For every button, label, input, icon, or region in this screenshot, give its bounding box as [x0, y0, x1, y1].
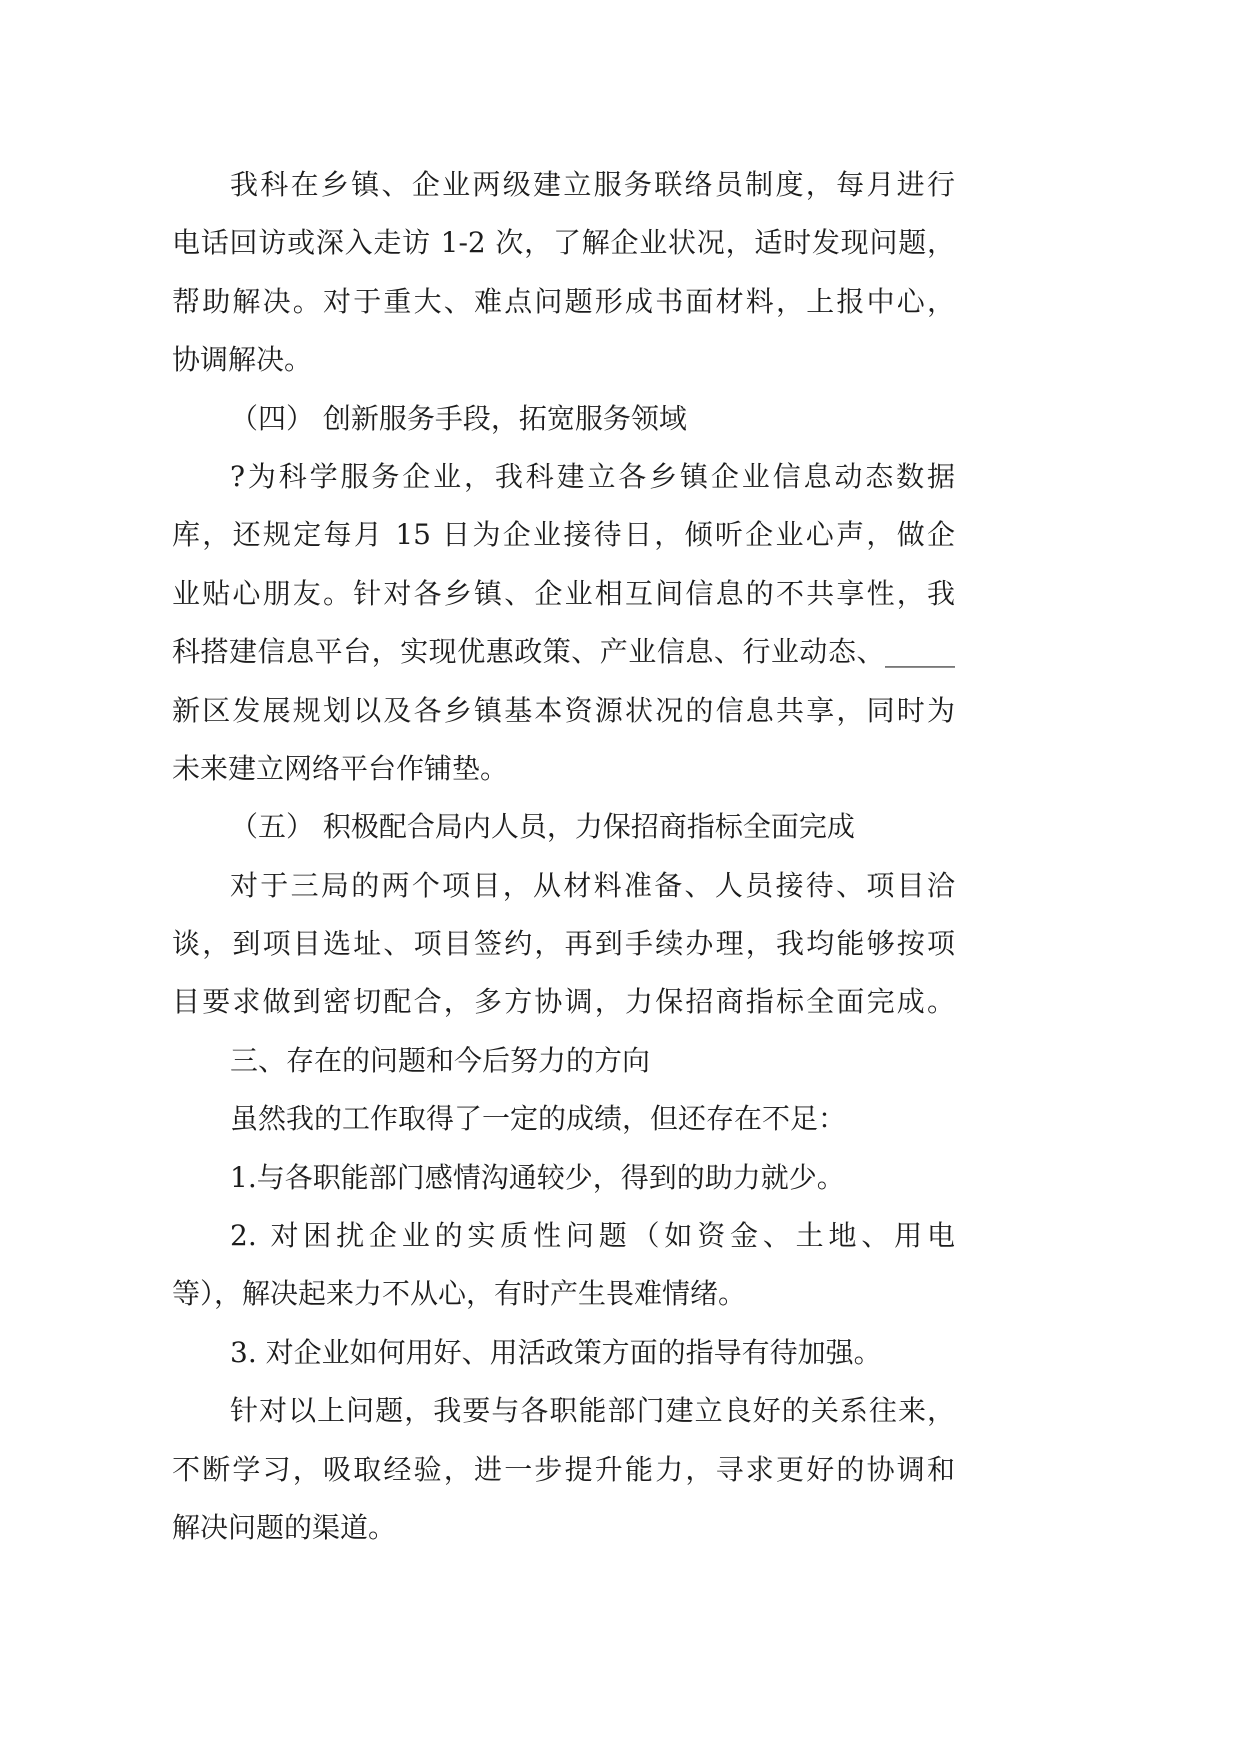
heading-line: 三、存在的问题和今后努力的方向: [230, 1043, 651, 1077]
heading-line: （四） 创新服务手段，拓宽服务领域: [230, 401, 687, 435]
paragraph: [172, 448, 955, 798]
text-line: 新区发展规划以及各乡镇基本资源状况的信息共享，同时为: [172, 693, 955, 727]
paragraph: [172, 156, 955, 390]
text-line: ?为科学服务企业，我科建立各乡镇企业信息动态数据: [230, 459, 955, 493]
paragraph: [172, 1382, 955, 1557]
section-heading: [172, 1032, 955, 1090]
text-line: 1.与各职能部门感情沟通较少，得到的助力就少。: [230, 1160, 845, 1194]
list-item: [172, 1324, 955, 1382]
text-line: 帮助解决。对于重大、难点问题形成书面材料，上报中心，: [172, 284, 955, 318]
text-line: 对于三局的两个项目，从材料准备、人员接待、项目洽: [230, 868, 955, 902]
list-item: [172, 1149, 955, 1207]
text-line: 针对以上问题，我要与各职能部门建立良好的关系往来，: [230, 1394, 955, 1428]
section-heading: [172, 798, 955, 856]
text-line: 等），解决起来力不从心，有时产生畏难情绪。: [172, 1277, 747, 1311]
text-line: 虽然我的工作取得了一定的成绩，但还存在不足：: [230, 1102, 847, 1136]
list-item: [172, 1207, 955, 1324]
text-line: 3. 对企业如何用好、用活政策方面的指导有待加强。: [230, 1335, 882, 1369]
text-line: 不断学习，吸取经验，进一步提升能力，寻求更好的协调和: [172, 1452, 955, 1486]
text-line: 库，还规定每月 15 日为企业接待日，倾听企业心声，做企: [172, 518, 955, 552]
text-line: 2. 对困扰企业的实质性问题（如资金、土地、用电: [230, 1219, 955, 1253]
document-body: [172, 156, 955, 1557]
text-line: 业贴心朋友。针对各乡镇、企业相互间信息的不共享性，我: [172, 576, 955, 610]
paragraph: [172, 1090, 955, 1148]
paragraph: [172, 857, 955, 1032]
text-line: 我科在乡镇、企业两级建立服务联络员制度，每月进行: [230, 168, 955, 201]
text-line: 电话回访或深入走访 1-2 次，了解企业状况，适时发现问题，: [172, 226, 955, 260]
text-line: 谈，到项目选址、项目签约，再到手续办理，我均能够按项: [172, 927, 955, 961]
heading-line: （五） 积极配合局内人员，力保招商指标全面完成: [230, 810, 855, 844]
text-line: 解决问题的渠道。: [172, 1510, 397, 1544]
text-line: 协调解决。: [172, 343, 313, 377]
section-heading: [172, 390, 955, 448]
text-line: 未来建立网络平台作铺垫。: [172, 751, 509, 785]
text-line: 目要求做到密切配合，多方协调，力保招商指标全面完成。: [172, 985, 955, 1019]
text-line: 科搭建信息平台，实现优惠政策、产业信息、行业动态、_____: [172, 635, 955, 669]
